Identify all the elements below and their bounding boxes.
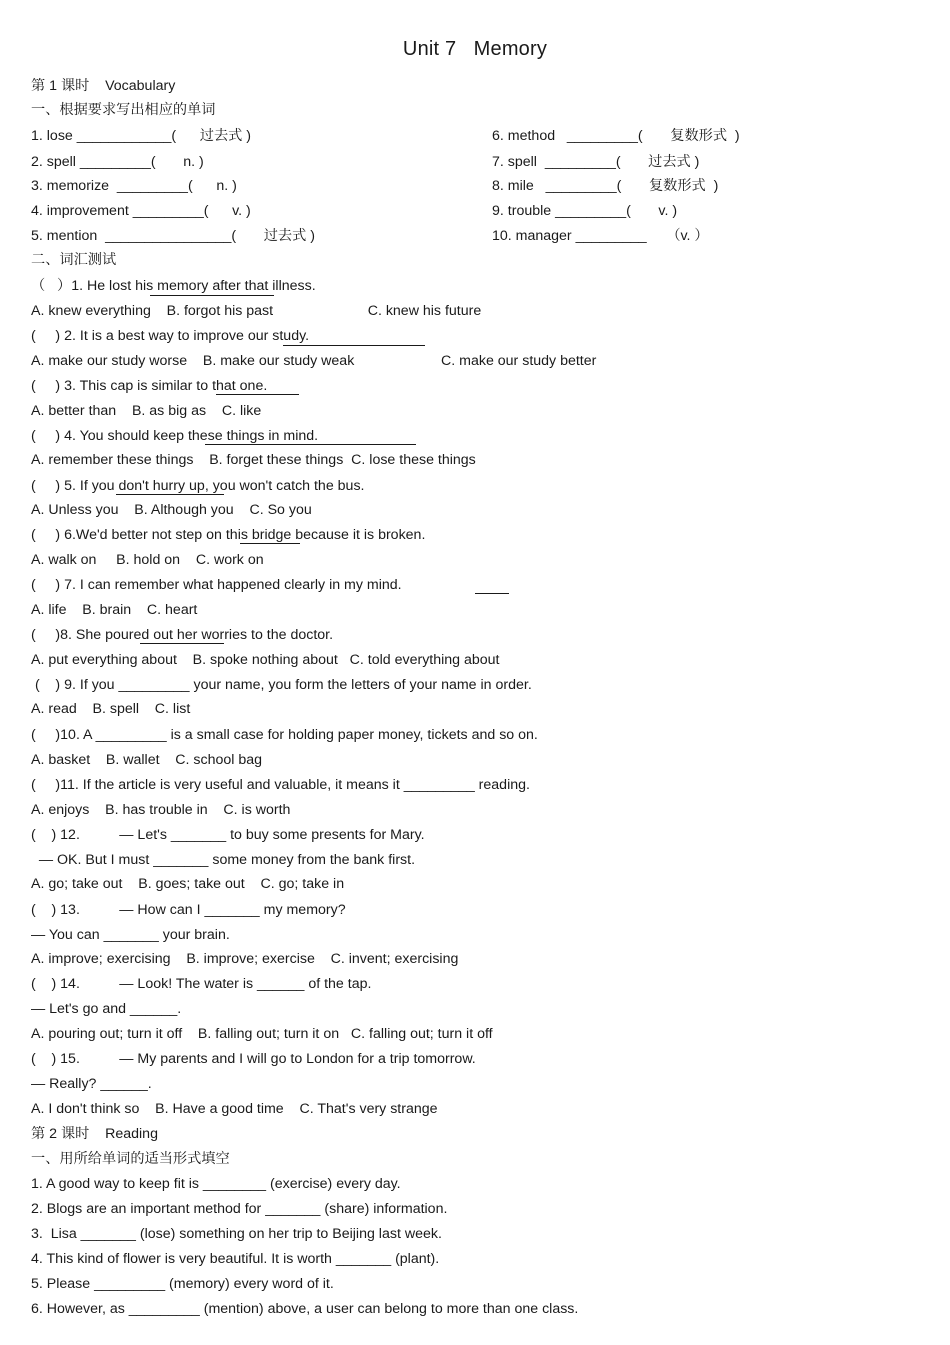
question-line: ( ) 12. — Let's _______ to buy some presents for Mary. (31, 827, 425, 843)
options-line: A. pouring out; turn it off B. falling out; turn it on C. falling out; turn it off (31, 1026, 493, 1042)
lesson1-header: 第 1 课时 Vocabulary (31, 78, 176, 94)
question-line: ( ) 15. — My parents and I will go to London for a trip tomorrow. (31, 1051, 476, 1067)
options-line: A. knew everything B. forgot his past C. knew his future (31, 303, 482, 319)
fill-in-line: 1. A good way to keep fit is ________ (exercise) every day. (31, 1176, 401, 1192)
phrase-underline (140, 643, 224, 644)
question-line: ( ) 7. I can remember what happened clearly in my mind. (31, 577, 402, 593)
options-line: A. go; take out B. goes; take out C. go; take in (31, 876, 345, 892)
question-line: ( ) 13. — How can I _______ my memory? (31, 902, 346, 918)
word-item: 10. manager _________ （v. ） (492, 228, 709, 244)
question-line: ( )8. She poured out her worries to the doctor. (31, 627, 334, 643)
word-item: 7. spell _________( 过去式 ) (492, 154, 700, 170)
options-line: A. improve; exercising B. improve; exercise C. invent; exercising (31, 951, 459, 967)
word-item: 2. spell _________( n. ) (31, 154, 204, 170)
phrase-underline (205, 444, 416, 445)
question-line: ( ) 4. You should keep these things in mind. (31, 428, 319, 444)
options-line: A. remember these things B. forget these things C. lose these things (31, 452, 476, 468)
question-line: ( )10. A _________ is a small case for holding paper money, tickets and so on. (31, 727, 538, 743)
options-line: A. make our study worse B. make our study weak C. make our study better (31, 353, 597, 369)
fill-in-line: 5. Please _________ (memory) every word of it. (31, 1276, 334, 1292)
phrase-underline (475, 593, 509, 594)
question-line: ( )11. If the article is very useful and valuable, it means it _________ reading. (31, 777, 530, 793)
phrase-underline (283, 345, 425, 346)
fill-in-line: 3. Lisa _______ (lose) something on her trip to Beijing last week. (31, 1226, 442, 1242)
options-line: A. better than B. as big as C. like (31, 403, 262, 419)
fill-in-line: 4. This kind of flower is very beautiful. It is worth _______ (plant). (31, 1251, 440, 1267)
options-line: A. Unless you B. Although you C. So you (31, 502, 312, 518)
options-line: A. read B. spell C. list (31, 701, 191, 717)
phrase-underline (240, 543, 300, 544)
word-item: 6. method _________( 复数形式 ) (492, 128, 740, 144)
question-line: ( ) 14. — Look! The water is ______ of the tap. (31, 976, 372, 992)
fill-in-line: 6. However, as _________ (mention) above, a user can belong to more than one class. (31, 1301, 579, 1317)
dialogue-line: — You can _______ your brain. (31, 927, 230, 943)
phrase-underline (150, 295, 274, 296)
question-line: ( ) 2. It is a best way to improve our study. (31, 328, 310, 344)
word-item: 1. lose ____________( 过去式 ) (31, 128, 252, 144)
word-item: 8. mile _________( 复数形式 ) (492, 178, 719, 194)
section-title-fill-in: 一、用所给单词的适当形式填空 (31, 1151, 230, 1167)
fill-in-line: 2. Blogs are an important method for _______ (share) information. (31, 1201, 448, 1217)
dialogue-line: — Really? ______. (31, 1076, 152, 1092)
question-line: ( ) 9. If you _________ your name, you form the letters of your name in order. (31, 677, 532, 693)
options-line: A. life B. brain C. heart (31, 602, 198, 618)
phrase-underline (116, 494, 224, 495)
question-line: ( ) 6.We'd better not step on this bridge because it is broken. (31, 527, 426, 543)
page-title: Unit 7 Memory (402, 38, 548, 60)
options-line: A. walk on B. hold on C. work on (31, 552, 264, 568)
dialogue-line: — OK. But I must _______ some money from the bank first. (31, 852, 416, 868)
word-item: 9. trouble _________( v. ) (492, 203, 678, 219)
lesson2-header: 第 2 课时 Reading (31, 1126, 158, 1142)
section-title-vocab-test: 二、词汇测试 (31, 252, 117, 268)
options-line: A. enjoys B. has trouble in C. is worth (31, 802, 291, 818)
dialogue-line: — Let's go and ______. (31, 1001, 182, 1017)
phrase-underline (216, 394, 299, 395)
options-line: A. basket B. wallet C. school bag (31, 752, 263, 768)
word-item: 3. memorize _________( n. ) (31, 178, 237, 194)
question-line: （ ）1. He lost his memory after that illness. (31, 278, 316, 294)
question-line: ( ) 3. This cap is similar to that one. (31, 378, 268, 394)
options-line: A. put everything about B. spoke nothing about C. told everything about (31, 652, 500, 668)
word-item: 4. improvement _________( v. ) (31, 203, 251, 219)
section-title-write-words: 一、根据要求写出相应的单词 (31, 102, 216, 118)
question-line: ( ) 5. If you don't hurry up, you won't catch the bus. (31, 478, 365, 494)
word-item: 5. mention ________________( 过去式 ) (31, 228, 315, 244)
options-line: A. I don't think so B. Have a good time C. That's very strange (31, 1101, 438, 1117)
